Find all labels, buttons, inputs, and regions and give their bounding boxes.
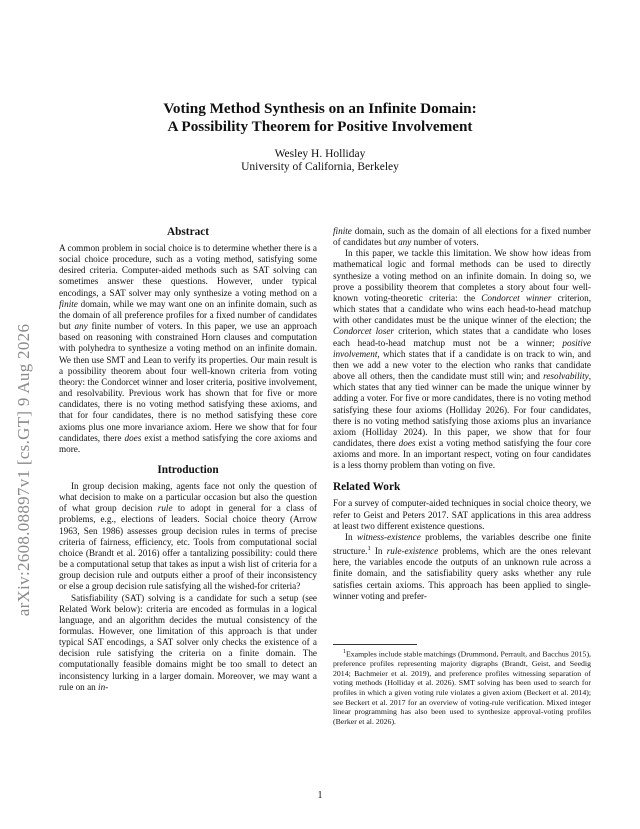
emphasis: witness-existence bbox=[357, 531, 421, 542]
emphasis: positive involvement bbox=[333, 337, 591, 359]
text-span: finite number of voters. In this paper, we use an approach based on reasoning with constrained Horn clauses and computation with polyhedra to synthesize a voting method on an infinite domain. We then use SMT and Lean to verify its properties. Our main result is a possibility theorem about four well-known criteria from voting theory: the Condorcet winner and loser criteria, positive involvement, and resolvability. Previous work has shown that for five or more candidates, there is no voting method satisfying these axioms, and that for four candidates, there is no method satisfying these core axioms plus one more invariance axiom. Here we show that for four candidates, there bbox=[59, 321, 317, 443]
intro-paragraph-2 bbox=[59, 593, 317, 693]
text-span: In bbox=[345, 531, 357, 542]
footnote-divider bbox=[333, 644, 417, 645]
related-paragraph-2 bbox=[333, 532, 591, 602]
emphasis: rule-existence bbox=[386, 546, 439, 557]
emphasis: finite bbox=[333, 226, 352, 236]
arxiv-id: arXiv:2608.08897v1 [cs.GT] 9 Aug 2026 bbox=[14, 323, 33, 617]
emphasis: resolvability bbox=[543, 371, 589, 382]
left-column bbox=[59, 226, 317, 693]
text-span: , which states that any tied winner can be made the unique winner by adding a voter. For five or more candidates, there is no voting method satisfying these four axioms (Holliday 2026). For four candidates, there is no voting method satisfying those axioms plus an invariance axiom (Holliday 2024). In this paper, we show that for four candidates, there bbox=[333, 371, 591, 448]
introduction-heading: Introduction bbox=[157, 463, 219, 476]
related-paragraph-1: For a survey of computer-aided techniques in social choice theory, we refer to Geist and Peters 2017. SAT applications in this area address at least two different existence questions. bbox=[333, 498, 591, 531]
text-span: , which states that if a candidate is on track to win, and then we add a new voter to the election who ranks that candidate above all others, then the candidate must still win; and bbox=[333, 348, 591, 382]
text-span: exist a method satisfying the core axioms and more. bbox=[59, 432, 317, 454]
text-span: Satisfiability (SAT) solving is a candidate for such a setup (see Related Work below): criteria are encoded as formulas in a logical language, and an algorithm decides the mutual consistency of the formulas. However, one limitation of this approach is that under typical SAT encodings, a SAT solver only checks the existence of a decision rule satisfying the criteria on a finite domain. The computationally feasible domains might be too small to detect an inconsistency lurking in a larger domain. Moreover, we may want a rule on an bbox=[59, 592, 317, 692]
emphasis: does bbox=[398, 437, 416, 448]
author-name: Wesley H. Holliday bbox=[274, 148, 366, 160]
emphasis: in- bbox=[98, 681, 109, 692]
footnote-mark: 1 bbox=[343, 649, 346, 655]
text-span: In this paper, we tackle this limitation. We show how ideas from mathematical logic and formal methods can be used to directly synthesize a voting method on an infinite domain. In doing so, we prove a possibility theorem that completes a story about four well-known voting-theoretic criteria: the bbox=[333, 248, 591, 303]
arxiv-stamp bbox=[4, 280, 44, 660]
intro-paragraph-2-continued bbox=[333, 226, 591, 248]
emphasis: Condorcet winner bbox=[481, 292, 552, 303]
footnote-text: Examples include stable matchings (Drummond, Perrault, and Bacchus 2015), preference profiles representing majority digraphs (Brandt, Geist, and Seedig 2014; Bachmeier et al. 2019), and preference profiles witnessing separation of voting methods (Holliday et al. 2026). SMT solving has been used to search for profiles in which a given voting rule violates a given axiom (Beckert et al. 2014); see Beckert et al. 2017 for an overview of voting-rule verification. Mixed integer linear programming has also been used to synthesize approval-voting profiles (Berker et al. 2026). bbox=[333, 649, 591, 726]
text-span: criterion, which states that a candidate who loses each head-to-head matchup must not be a winner; bbox=[333, 326, 592, 348]
text-span: to adopt in general for a class of problems, e.g., elections of leaders. Social choice theory (Arrow 1963, Sen 1986) assesses group decision rules in terms of precise criteria of fairness, efficiency, etc. Tools from computational social choice (Brandt et al. 2016) offer a tantalizing possibility: could there be a computational setup that takes as input a wish list of criteria for a group decision rule and outputs either a proof of their inconsistency or else a group decision rule satisfying all the wished-for criteria? bbox=[59, 503, 317, 592]
text-span: domain, while we may want one on an infinite domain, such as the domain of all preference profiles for a fixed number of candidates but bbox=[59, 298, 317, 332]
footnote-text-block bbox=[333, 648, 591, 726]
emphasis: does bbox=[124, 432, 142, 443]
title-line-2: A Possibility Theorem for Positive Involvement bbox=[167, 118, 473, 135]
emphasis: rule bbox=[157, 503, 173, 514]
footnote bbox=[333, 644, 591, 726]
text-span: exist a voting method satisfying the four core axioms and more. In an important respect, voting on four candidates is a less thorny problem than voting on five. bbox=[333, 437, 591, 471]
abstract-heading: Abstract bbox=[166, 226, 210, 238]
text-span: criterion, which states that a candidate who wins each head-to-head matchup with other candidates must be the unique winner of the election; the bbox=[333, 292, 591, 326]
intro-paragraph-3 bbox=[333, 248, 591, 471]
paper-title bbox=[0, 100, 640, 136]
emphasis: finite bbox=[59, 298, 78, 309]
text-span: In group decision making, agents face not only the question of what decision to make on a particular occasion but also the question of what group decision bbox=[59, 480, 317, 514]
emphasis: Condorcet loser bbox=[333, 326, 395, 337]
text-span: A common problem in social choice is to determine whether there is a social choice procedure, such as a voting method, satisfying some desired criteria. Computer-aided methods such as SAT solving can sometimes answer these questions. However, under typical encodings, a SAT solver may only synthesize a voting method on a bbox=[59, 243, 317, 298]
text-span: problems, the variables describe one finite structure. bbox=[333, 531, 591, 557]
text-span: number of voters. bbox=[411, 237, 479, 248]
author-block bbox=[0, 148, 640, 174]
footnote-ref[interactable]: 1 bbox=[367, 545, 371, 553]
emphasis: any bbox=[398, 237, 412, 248]
title-line-1: Voting Method Synthesis on an Infinite Domain: bbox=[163, 100, 477, 117]
intro-paragraph-1 bbox=[59, 481, 317, 593]
related-work-heading: Related Work bbox=[333, 481, 401, 494]
text-span: problems, which are the ones relevant here, the variables encode the outputs of an unknown rule across a finite domain, and the satisfiability query asks whether any rule satisfies certain axioms. This approach has been applied to single-winner voting and prefer- bbox=[333, 546, 591, 601]
emphasis: any bbox=[74, 321, 88, 332]
page-number: 1 bbox=[317, 790, 323, 801]
text-span: domain, such as the domain of all elections for a fixed number of candidates but bbox=[333, 226, 591, 248]
author-affiliation: University of California, Berkeley bbox=[241, 161, 399, 173]
abstract-paragraph bbox=[59, 243, 317, 455]
text-span: In bbox=[370, 546, 387, 557]
right-column bbox=[333, 226, 591, 602]
